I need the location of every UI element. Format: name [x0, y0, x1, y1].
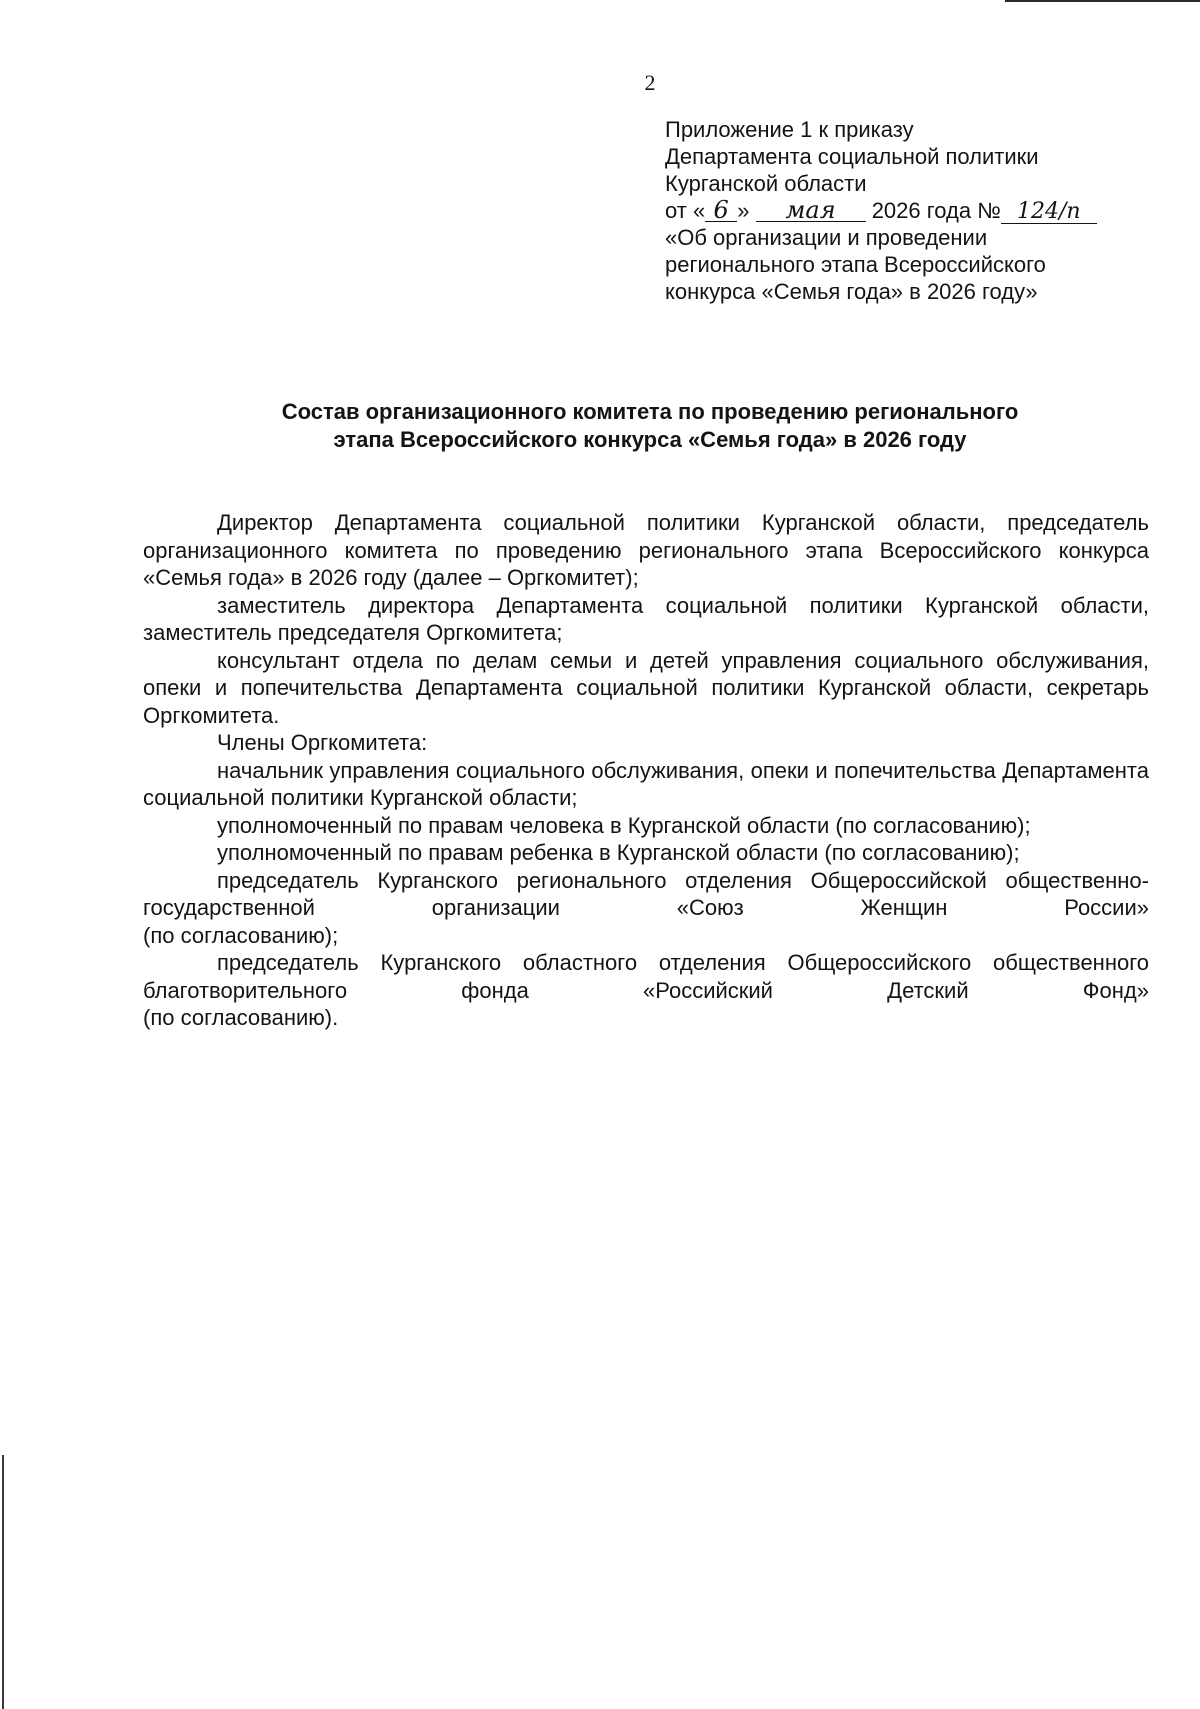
title-line-2: этапа Всероссийского конкурса «Семья года» в 2026 году — [333, 427, 967, 452]
appendix-line-5: «Об организации и проведении — [665, 225, 988, 250]
date-month: мая — [756, 199, 866, 222]
member-secretary: консультант отдела по делам семьи и детей управления социального обслуживания, опеки и попечительства Департамента социальной политики Курганской области, секретарь Оргкомитета. — [143, 647, 1149, 728]
date-year-text: 2026 года № — [871, 198, 1001, 223]
member-women-union-note: (по согласованию); — [143, 922, 339, 948]
member-children-fund-note: (по согласованию). — [143, 1005, 339, 1030]
appendix-line-1: Приложение 1 к приказу — [665, 117, 914, 142]
scan-edge-line-left — [2, 1455, 4, 1709]
appendix-line-3: Курганской области — [665, 171, 867, 196]
date-prefix: от « — [665, 198, 706, 223]
members-heading: Члены Оргкомитета: — [217, 730, 428, 755]
appendix-block — [665, 116, 1145, 305]
scan-edge-line-top — [1005, 0, 1200, 2]
member-women-union-chair: председатель Курганского регионального отделения Общероссийской общественно-государственной организации «Союз Женщин России» — [143, 867, 1149, 920]
page-number: 2 — [644, 70, 656, 95]
appendix-line-6: регионального этапа Всероссийского — [665, 252, 1046, 277]
document-title — [0, 398, 1200, 454]
member-children-fund-chair: председатель Курганского областного отделения Общероссийского общественного благотворительного фонда «Российский Детский Фонд» — [143, 950, 1149, 1003]
appendix-line-7: конкурса «Семья года» в 2026 году» — [665, 279, 1038, 304]
title-line-1: Состав организационного комитета по проведению регионального — [281, 399, 1019, 424]
date-day: 6 — [705, 199, 737, 222]
member-chairman: Директор Департамента социальной политики Курганской области, председатель организационного комитета по проведению регионального этапа Всероссийского конкурса «Семья года» в 2026 году (далее – Оргкомитет); — [143, 510, 1149, 590]
appendix-date-line — [665, 197, 1145, 224]
member-deputy-chairman: заместитель директора Департамента социальной политики Курганской области, заместитель председателя Оргкомитета; — [143, 592, 1149, 645]
member-human-rights-ombudsman: уполномоченный по правам человека в Курганской области (по согласованию); — [217, 812, 1031, 838]
order-number: 124/п — [1001, 201, 1097, 224]
committee-members-list — [143, 509, 1149, 1032]
member-child-rights-ombudsman: уполномоченный по правам ребенка в Курганской области (по согласованию); — [217, 840, 1020, 865]
date-middle: » — [737, 198, 750, 223]
appendix-line-2: Департамента социальной политики — [665, 144, 1039, 169]
member-head-of-department: начальник управления социального обслуживания, опеки и попечительства Департамента социальной политики Курганской области; — [143, 757, 1149, 810]
